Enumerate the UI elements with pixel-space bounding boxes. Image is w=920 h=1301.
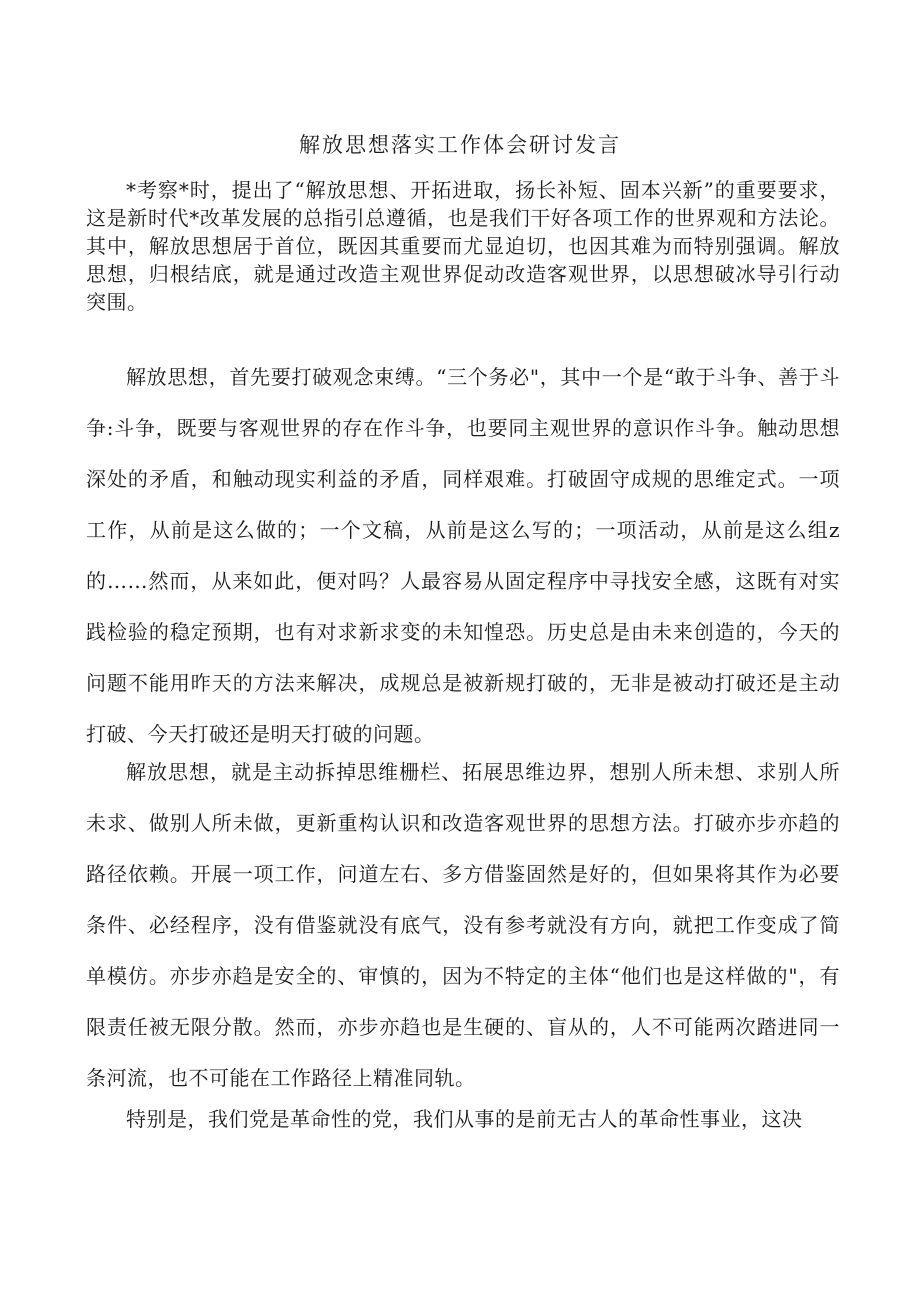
paragraph-4: 特别是，我们党是革命性的党，我们从事的是前无古人的革命性事业，这决 — [126, 1107, 803, 1131]
paragraph-3: 解放思想，就是主动拆掉思维栅栏、拓展思维边界，想别人所未想、求别人所未求、做别人所未做，更新重构认识和改造客观世界的思想方法。打破亦步亦趋的路径依赖。开展一项工作，问道左右、多方借鉴固然是好的，但如果将其作为必要条件、必经程序，没有借鉴就没有底气，没有参考就没有方向，就把工作变成了简单模仿。亦步亦趋是安全的、审慎的，因为不特定的主体“他们也是这样做的"，有限责任被无限分散。然而，亦步亦趋也是生硬的、盲从的，人不可能两次踏进同一条河流，也不可能在工作路径上精准同轨。 — [86, 760, 840, 1090]
paragraph-1: *考察*时，提出了“解放思想、开拓进取，扬长补短、固本兴新”的重要要求，这是新时代*改革发展的总指引总遵循，也是我们干好各项工作的世界观和方法论。其中，解放思想居于首位，既因其重要而尤显迫切，也因其难为而特别强调。解放思想，归根结底，就是通过改造主观世界促动改造客观世界，以思想破冰导引行动突围。 — [86, 178, 840, 314]
paragraph-2: 解放思想，首先要打破观念束缚。“三个务必"，其中一个是“敢于斗争、善于斗争:斗争，既要与客观世界的存在作斗争，也要同主观世界的意识作斗争。触动思想深处的矛盾，和触动现实利益的矛盾，同样艰难。打破固守成规的思维定式。一项工作，从前是这么做的；一个文稿，从前是这么写的；一项活动，从前是这么组z的……然而，从来如此，便对吗？人最容易从固定程序中寻找安全感，这既有对实践检验的稳定预期，也有对求新求变的未知惶恐。历史总是由未来创造的，今天的问题不能用昨天的方法来解决，成规总是被新规打破的，无非是被动打破还是主动打破、今天打破还是明天打破的问题。 — [86, 365, 840, 746]
document-title: 解放思想落实工作体会研讨发言 — [299, 133, 621, 157]
